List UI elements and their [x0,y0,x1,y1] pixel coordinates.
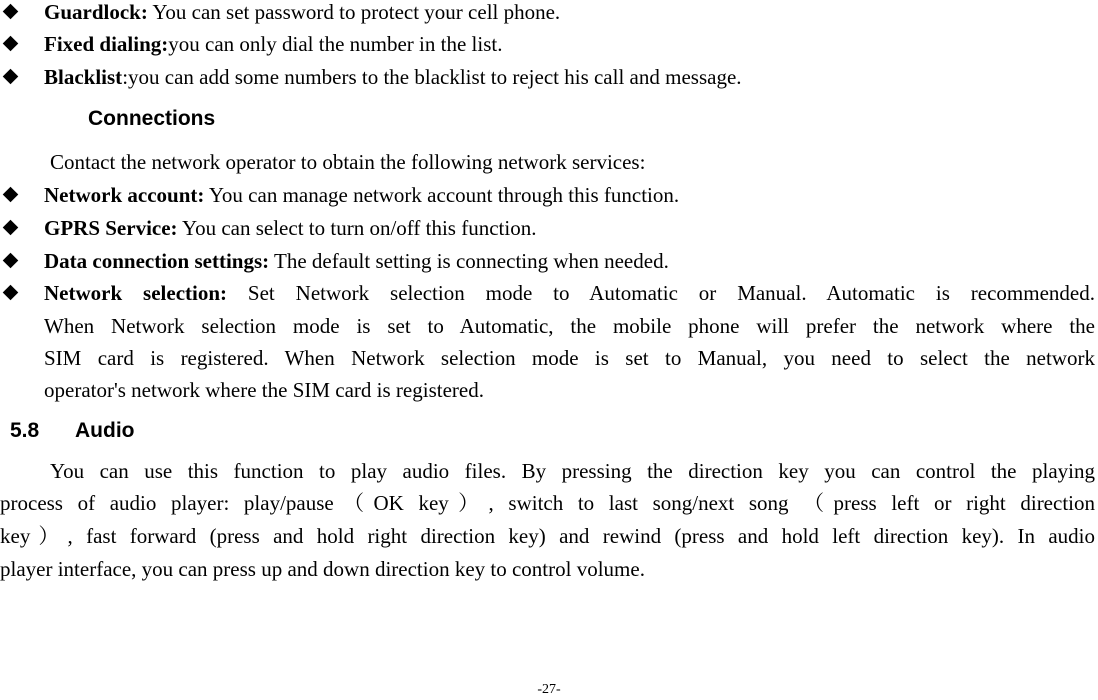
text-line: operator's network where the SIM card is registered. [44,378,484,402]
item-label: Blacklist [44,65,123,89]
list-item [0,65,1098,89]
list-item-text [44,216,536,240]
text-line-content: You can use this function to play audio files. By pressing the direction key you can control the playing [50,459,1095,483]
paragraph-line [0,491,1095,515]
list-item [0,0,1098,24]
text-line-content: When Network selection mode is set to Automatic, the mobile phone will prefer the network where the [44,314,1095,338]
connections-intro: Contact the network operator to obtain the following network services: [50,150,646,174]
item-description: The default setting is connecting when needed. [269,249,669,273]
text-line [44,281,1095,305]
diamond-bullet-icon [3,187,19,203]
list-item [0,216,1098,240]
item-label: Fixed dialing: [44,32,169,56]
text-line-content: key）, fast forward (press and hold right direction key) and rewind (press and hold left direction key). In audio [0,524,1095,548]
list-item-text [44,32,502,56]
list-item [0,281,1098,401]
item-label: Network selection: [44,281,228,305]
text-line-content: process of audio player: play/pause（OK key）, switch to last song/next song （press left or right direction [0,491,1095,515]
item-description: :you can add some numbers to the blacklist to reject his call and message. [122,65,742,89]
diamond-bullet-icon [3,285,19,301]
item-label: Network account: [44,183,205,207]
section-number: 5.8 [10,419,40,442]
list-item-text [44,0,560,24]
diamond-bullet-icon [3,4,19,20]
text-line [44,314,1095,338]
item-label: Data connection settings: [44,249,270,273]
item-description: You can select to turn on/off this function. [177,216,537,240]
diamond-bullet-icon [3,253,19,269]
text-line-content: SIM card is registered. When Network selection mode is set to Manual, you need to select the network [44,346,1095,370]
list-item-text [44,65,742,89]
list-item-text [44,281,1095,305]
list-item-text [44,183,679,207]
item-label: Guardlock: [44,0,148,24]
page-number: -27- [537,682,561,697]
diamond-bullet-icon [3,220,19,236]
paragraph-line [50,459,1095,483]
list-item-text [44,249,669,273]
paragraph-line [0,524,1095,548]
section-heading-connections: Connections [88,107,216,130]
item-description: You can set password to protect your cell phone. [147,0,561,24]
item-description: you can only dial the number in the list. [168,32,503,56]
list-item [0,32,1098,56]
text-line [44,346,1095,370]
section-heading-audio: Audio [75,419,135,442]
item-description: Set Network selection mode to Automatic or Manual. Automatic is recommended. [227,281,1095,305]
paragraph-line: player interface, you can press up and down direction key to control volume. [0,557,645,581]
item-label: GPRS Service: [44,216,178,240]
item-description: You can manage network account through this function. [204,183,680,207]
diamond-bullet-icon [3,36,19,52]
list-item [0,183,1098,207]
list-item [0,249,1098,273]
diamond-bullet-icon [3,69,19,85]
